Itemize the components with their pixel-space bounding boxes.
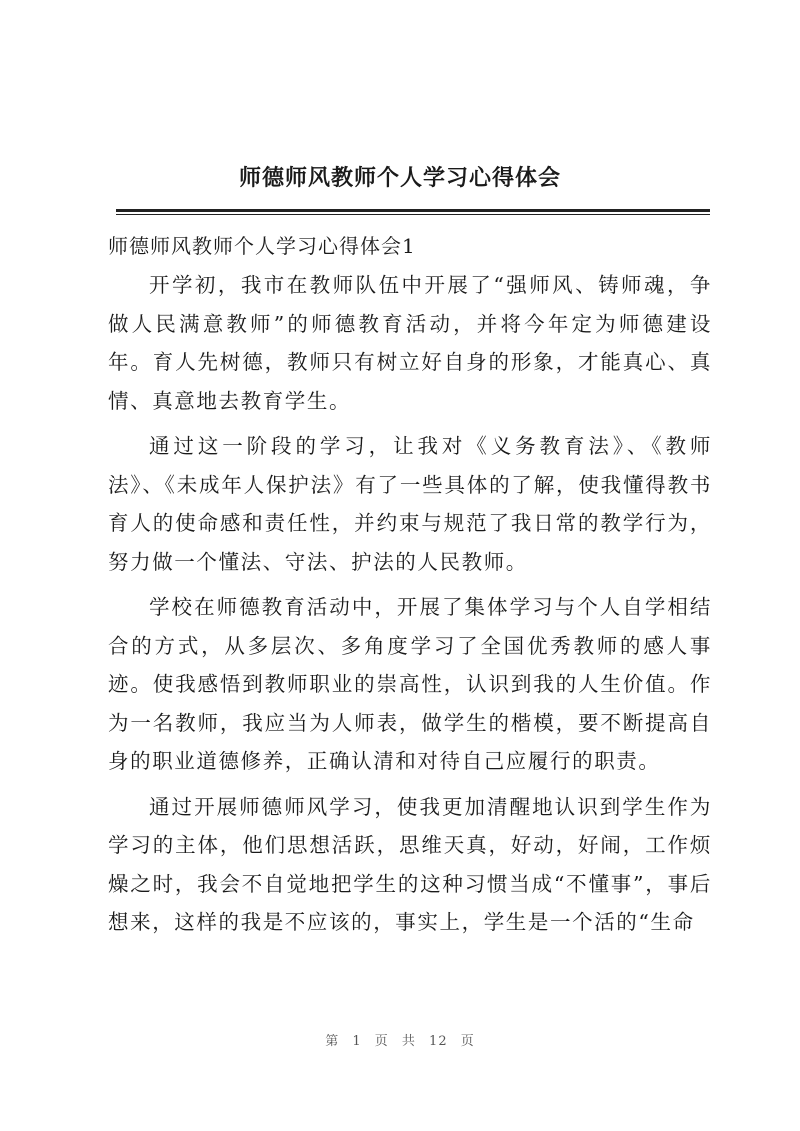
paragraph-1: 开学初，我市在教师队伍中开展了“强师风、铸师魂，争做人民满意教师”的师德教育活动，并将今年定为师德建设年。育人先树德，教师只有树立好自身的形象，才能真心、真情、真意地去教育学生。	[108, 273, 712, 413]
title-divider-thick	[116, 209, 710, 212]
paragraph-4: 通过开展师德师风学习，使我更加清醒地认识到学生作为学习的主体，他们思想活跃，思维天真，好动，好闹，工作烦燥之时，我会不自觉地把学生的这种习惯当成“不懂事”，事后想来，这样的我是不应该的，事实上，学生是一个活的“生命	[108, 794, 712, 934]
paragraph-2: 通过这一阶段的学习，让我对《义务教育法》、《教师法》、《未成年人保护法》有了一些具体的了解，使我懂得教书育人的使命感和责任性，并约束与规范了我日常的教学行为，努力做一个懂法、守法、护法的人民教师。	[108, 434, 712, 574]
section-heading: 师德师风教师个人学习心得体会1	[108, 234, 416, 258]
document-title: 师德师风教师个人学习心得体会	[238, 165, 561, 191]
paragraph-3: 学校在师德教育活动中，开展了集体学习与个人自学相结合的方式，从多层次、多角度学习了全国优秀教师的感人事迹。使我感悟到教师职业的崇高性，认识到我的人生价值。作为一名教师，我应当为人师表，做学生的楷模，要不断提高自身的职业道德修养，正确认清和对待自己应履行的职责。	[108, 595, 712, 773]
document-body	[108, 266, 712, 949]
page-number-footer: 第 1 页 共 12 页	[325, 1034, 475, 1049]
title-divider-thin	[116, 214, 710, 215]
